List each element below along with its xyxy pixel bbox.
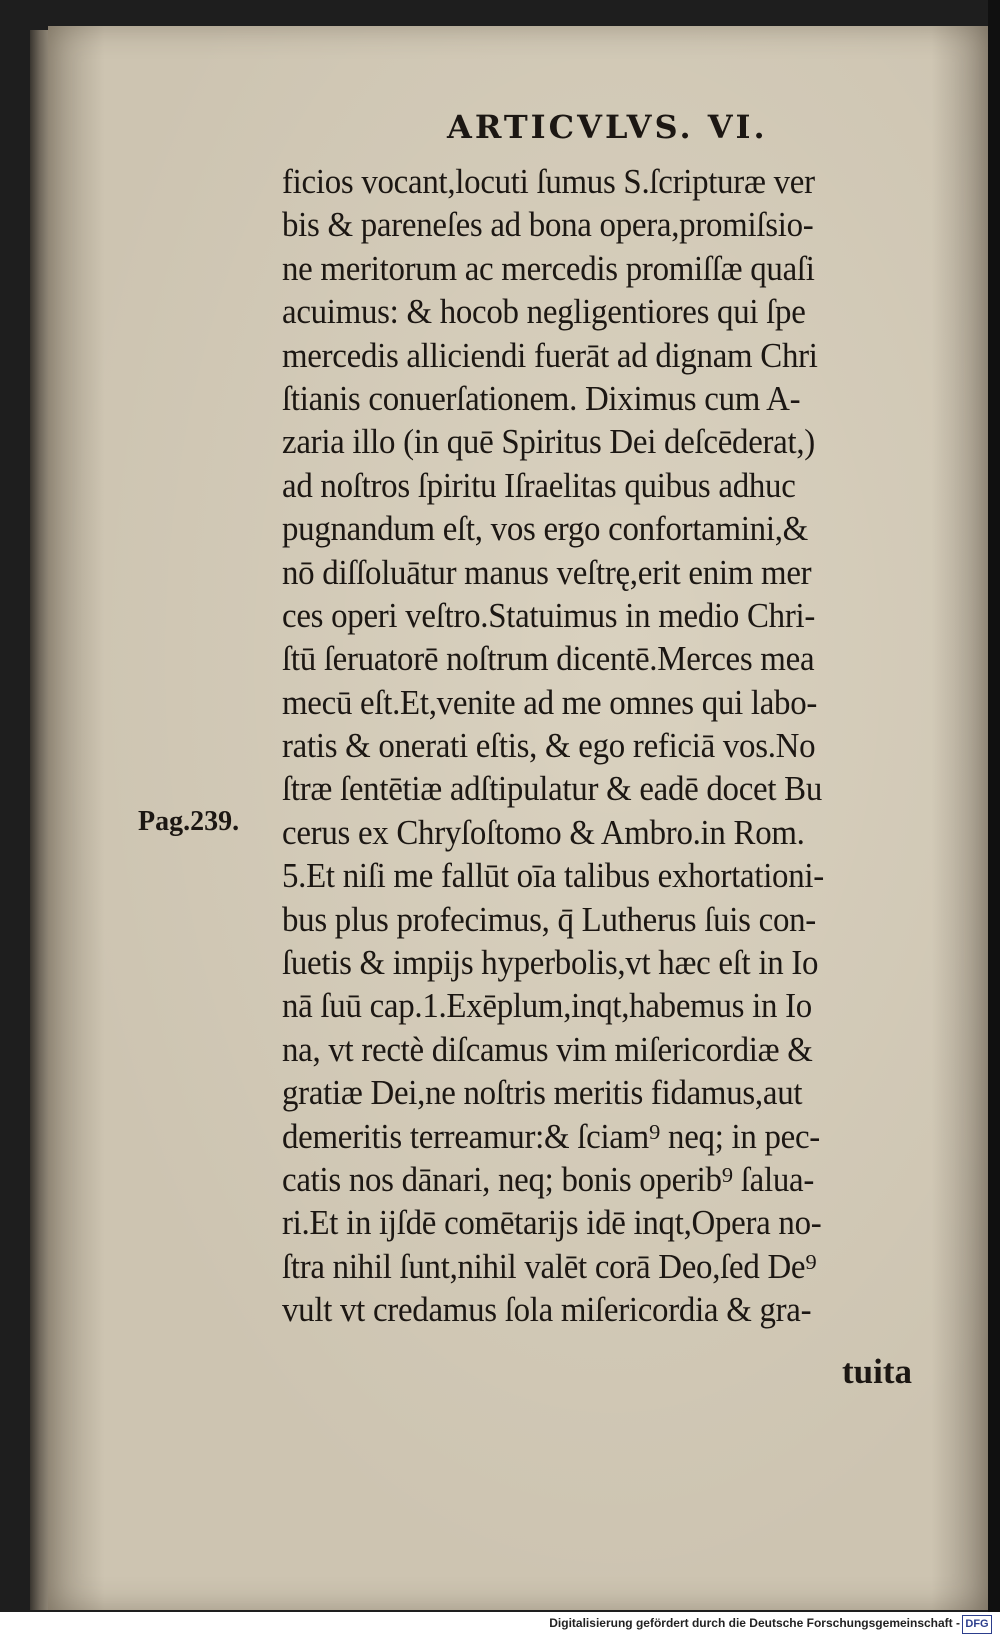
text-line: ne meritorum ac mercedis promiſſæ quaſi <box>282 248 815 288</box>
text-line: bus plus profecimus, q̄ Lutherus ſuis con- <box>282 899 816 939</box>
text-line: bis & pareneſes ad bona opera,promiſsio- <box>282 205 814 245</box>
catchword: tuita <box>842 1352 912 1391</box>
text-line: 5.Et niſi me fallūt oīa talibus exhortationi- <box>282 856 824 896</box>
text-line: zaria illo (in quē Spiritus Dei deſcēderat,) <box>282 422 815 462</box>
text-line: ficios vocant,locuti ſumus S.ſcripturæ ver <box>282 162 815 201</box>
page-shadow <box>988 0 1000 1638</box>
text-line: pugnandum eſt, vos ergo confortamini,& <box>282 509 808 549</box>
text-line: ad noſtros ſpiritu Iſraelitas quibus adhuc <box>282 465 796 505</box>
body-text <box>282 160 934 1332</box>
text-line: acuimus: & hocob negligentiores qui ſpe <box>282 292 806 332</box>
text-line: cerus ex Chryſoſtomo & Ambro.in Rom. <box>282 812 805 852</box>
text-line: ces operi veſtro.Statuimus in medio Chri- <box>282 595 816 635</box>
text-line: ſtra nihil ſunt,nihil valēt corā Deo,ſed De⁹ <box>282 1246 817 1286</box>
text-line: mercedis alliciendi fuerāt ad dignam Chri <box>282 335 818 375</box>
text-line: demeritis terreamur:& ſciam⁹ neq; in pec- <box>282 1116 820 1156</box>
footer-credit: Digitalisierung gefördert durch die Deutsche Forschungsgemeinschaft - <box>549 1616 960 1630</box>
text-line: ſuetis & impijs hyperbolis,vt hæc eſt in Io <box>282 943 819 983</box>
text-line: catis nos dānari, neq; bonis operib⁹ ſalua- <box>282 1159 814 1199</box>
text-line: ſtianis conuerſationem. Diximus cum A- <box>282 378 801 418</box>
text-line: ſtū ſeruatorē noſtrum dicentē.Merces mea <box>282 639 815 679</box>
text-line: na, vt rectè diſcamus vim miſericordiæ & <box>282 1029 813 1069</box>
running-head: ARTICVLVS. VI. <box>447 108 768 146</box>
marginal-note: Pag.239. <box>138 806 240 837</box>
text-line: gratiæ Dei,ne noſtris meritis fidamus,aut <box>282 1073 803 1113</box>
text-line: ſtræ ſentētiæ adſtipulatur & eadē docet Bu <box>282 769 823 809</box>
text-line: nā ſuū cap.1.Exēplum,inqt,habemus in Io <box>282 986 812 1026</box>
text-line: ri.Et in ijſdē comētarijs idē inqt,Opera no- <box>282 1203 822 1243</box>
text-line: ratis & onerati eſtis, & ego reficiā vos.No <box>282 726 816 766</box>
text-line: nō diſſoluātur manus veſtrę,erit enim mer <box>282 552 812 592</box>
text-line: vult vt credamus ſola miſericordia & gra- <box>282 1290 812 1330</box>
dfg-logo: DFG <box>962 1615 992 1634</box>
text-line: mecū eſt.Et,venite ad me omnes qui labo- <box>282 682 818 722</box>
